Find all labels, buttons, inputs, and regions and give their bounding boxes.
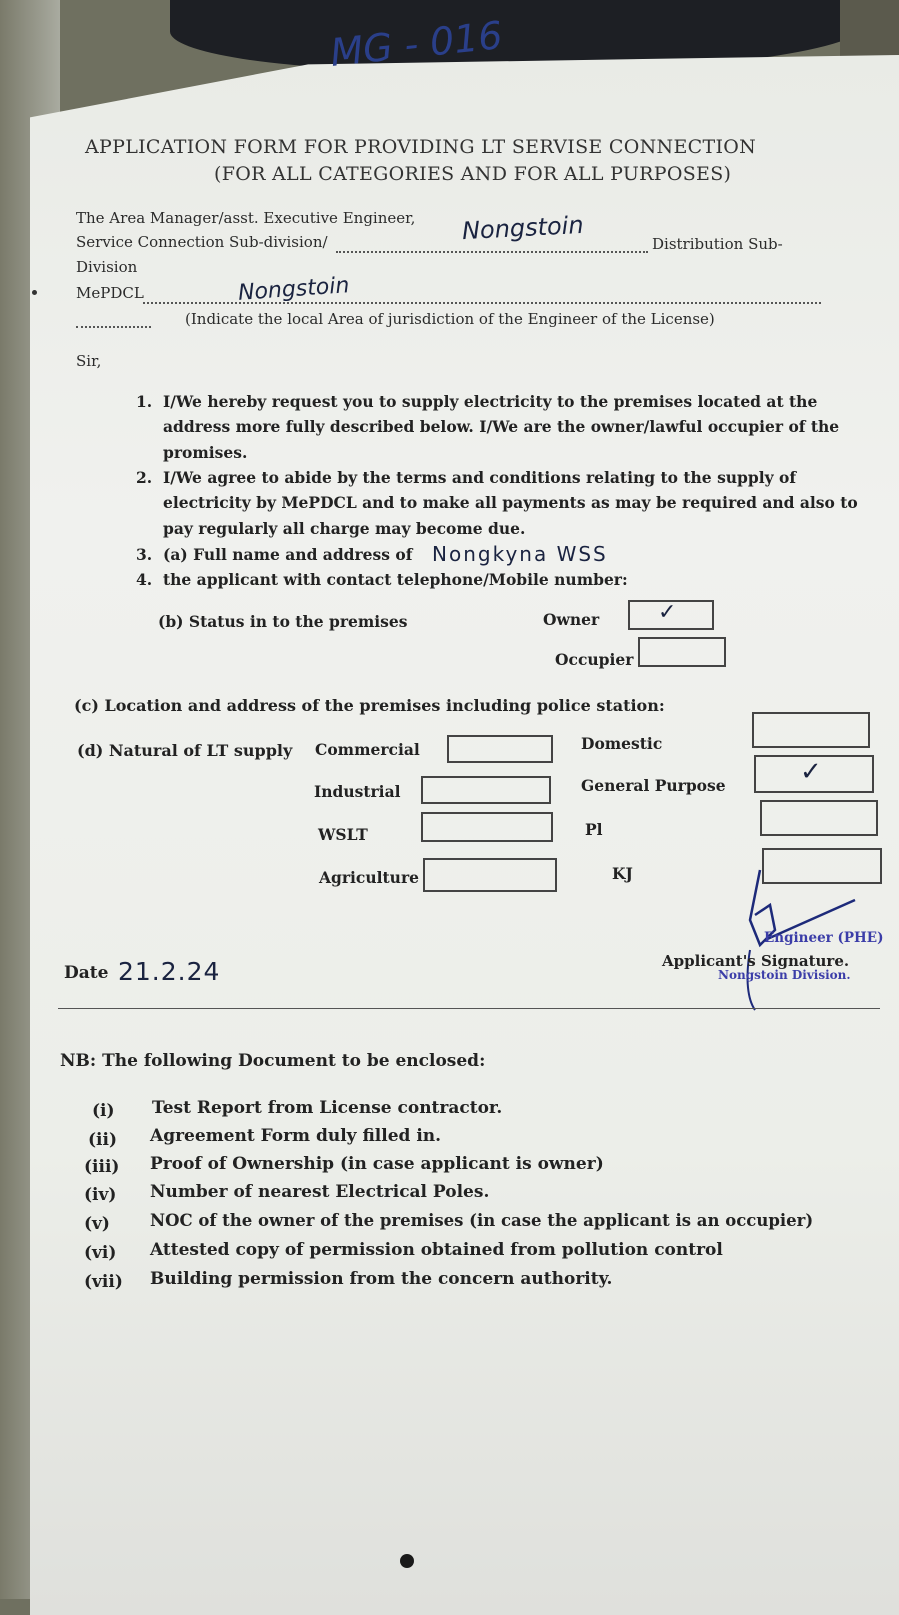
clause-1-line1: I/We hereby request you to supply electricity to the premises located at the [163, 392, 818, 411]
supply-kj-label: KJ [612, 864, 633, 883]
doc-1-text: Test Report from License contractor. [152, 1098, 503, 1118]
clause-4-num: 4. [136, 570, 153, 589]
clause-1-num: 1. [136, 392, 153, 411]
clause-1-line3: promises. [163, 443, 248, 462]
signature-label: Applicant's Signature. [662, 952, 850, 970]
status-label: (b) Status in to the premises [158, 612, 408, 631]
supply-industrial-label: Industrial [314, 782, 401, 801]
doc-4-text: Number of nearest Electrical Poles. [150, 1182, 490, 1202]
clause-3-line1: (a) Full name and address of [163, 545, 413, 564]
supply-general-purpose-label: General Purpose [581, 776, 726, 795]
doc-4-num: (iv) [84, 1185, 117, 1205]
nb-title: NB: The following Document to be enclosed: [60, 1051, 486, 1071]
stamp-line1: Engineer (PHE) [764, 930, 884, 946]
punch-hole [400, 1554, 414, 1568]
clause-2-num: 2. [136, 468, 153, 487]
supply-wslt-label: WSLT [318, 825, 368, 844]
doc-1-num: (i) [92, 1101, 115, 1121]
supply-agriculture-label: Agriculture [319, 868, 419, 887]
addressee-line1: The Area Manager/asst. Executive Engineer, [76, 209, 416, 227]
doc-6-text: Attested copy of permission obtained from pollution control [150, 1240, 723, 1260]
doc-3-num: (iii) [84, 1157, 120, 1177]
supply-pl-label: Pl [585, 820, 603, 839]
form-title-line2: (FOR ALL CATEGORIES AND FOR ALL PURPOSES) [214, 163, 732, 185]
addressee-line4-prefix: MePDCL [76, 284, 144, 302]
date-value: 21.2.24 [118, 957, 221, 986]
handwritten-applicant-name: Nongkyna WSS [432, 542, 608, 566]
clause-1-line2: address more fully described below. I/We are the owner/lawful occupier of the [163, 417, 840, 436]
doc-2-text: Agreement Form duly filled in. [150, 1126, 442, 1146]
occupier-label: Occupier [555, 650, 634, 669]
addressee-line2-prefix: Service Connection Sub-division/ [76, 233, 328, 251]
doc-6-num: (vi) [84, 1243, 117, 1263]
jurisdiction-note: (Indicate the local Area of jurisdiction of the Engineer of the License) [185, 310, 715, 328]
doc-5-text: NOC of the owner of the premises (in case the applicant is an occupier) [150, 1211, 814, 1230]
handwritten-subdivision: Nongstoin [461, 210, 585, 246]
supply-label: (d) Natural of LT supply [77, 741, 293, 760]
owner-checkmark: ✓ [658, 600, 677, 625]
doc-7-num: (vii) [84, 1272, 123, 1292]
addressee-line3: Division [76, 258, 138, 276]
owner-label: Owner [543, 610, 600, 629]
clause-2-line3: pay regularly all charge may become due. [163, 519, 526, 538]
handwritten-mepdcl: Nongstoin [237, 273, 351, 306]
signature-divider [58, 1008, 880, 1009]
clause-2-line1: I/We agree to abide by the terms and conditions relating to the supply of [163, 468, 797, 487]
clause-2-line2: electricity by MePDCL and to make all payments as may be required and also to [163, 493, 858, 512]
stamp-line2: Nongstoin Division. [718, 968, 851, 982]
general-purpose-checkmark: ✓ [800, 757, 822, 787]
addressee-line2-suffix: Distribution Sub- [652, 235, 783, 253]
margin-dot [32, 290, 37, 295]
top-scrawl: MG - 016 [328, 13, 505, 75]
supply-domestic-label: Domestic [581, 734, 663, 753]
clause-4-line1: the applicant with contact telephone/Mobile number: [163, 570, 628, 589]
clause-3-num: 3. [136, 545, 153, 564]
doc-7-text: Building permission from the concern authority. [150, 1269, 613, 1289]
supply-commercial-label: Commercial [315, 740, 420, 759]
doc-3-text: Proof of Ownership (in case applicant is owner) [150, 1154, 604, 1174]
salutation: Sir, [76, 352, 102, 370]
location-label: (c) Location and address of the premises including police station: [74, 696, 665, 715]
doc-2-num: (ii) [88, 1130, 118, 1150]
date-label: Date [64, 963, 109, 983]
doc-5-num: (v) [84, 1214, 110, 1234]
form-title-line1: APPLICATION FORM FOR PROVIDING LT SERVISE CONNECTION [85, 136, 757, 158]
